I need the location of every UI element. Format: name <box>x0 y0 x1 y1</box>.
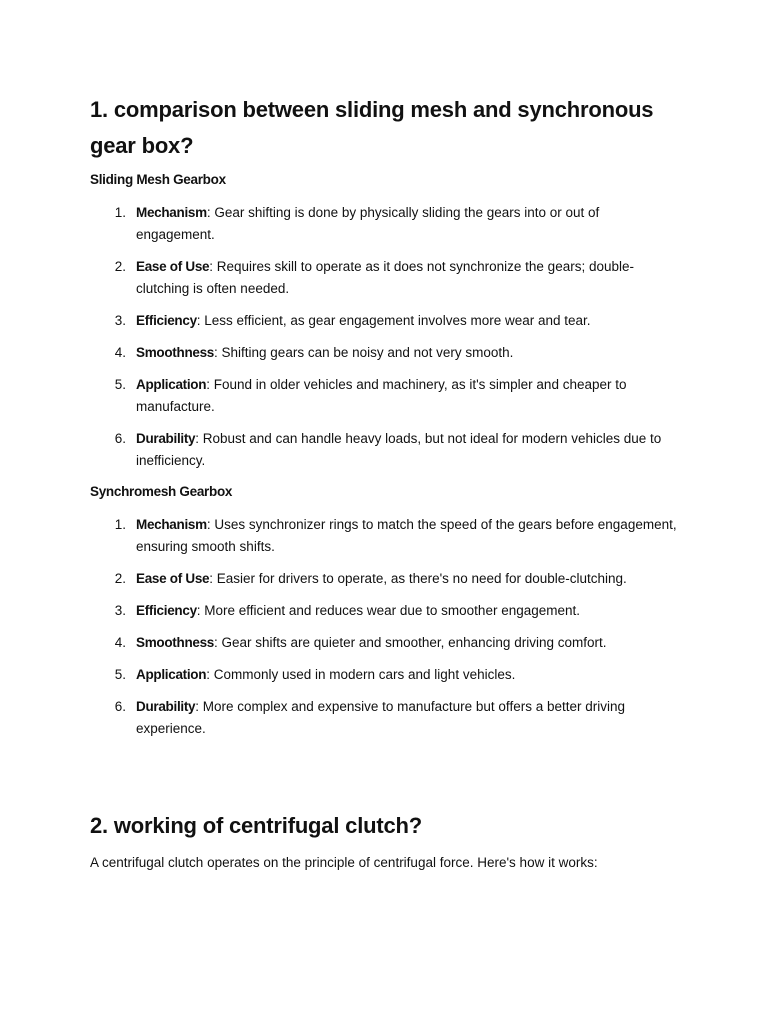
centrifugal-clutch-intro: A centrifugal clutch operates on the principle of centrifugal force. Here's how it works: <box>90 855 598 870</box>
list-item <box>114 514 678 558</box>
question-2-title: 2. working of centrifugal clutch? <box>90 813 422 838</box>
list-text: : Found in older vehicles and machinery, as it's simpler and cheaper to manufacture. <box>136 377 627 414</box>
list-term: Application <box>136 667 207 682</box>
list-item <box>114 696 678 740</box>
question-1-title: 1. comparison between sliding mesh and synchronous gear box? <box>90 97 654 158</box>
list-item <box>114 310 678 332</box>
synchromesh-heading: Synchromesh Gearbox <box>90 484 233 499</box>
list-number: 2. <box>114 259 126 274</box>
list-term: Mechanism <box>136 517 207 532</box>
list-number: 6. <box>114 699 126 714</box>
list-number: 4. <box>114 345 126 360</box>
list-item <box>114 374 678 418</box>
list-text: : Gear shifts are quieter and smoother, enhancing driving comfort. <box>214 635 607 650</box>
synchromesh-list <box>90 514 678 740</box>
list-item <box>114 256 678 300</box>
list-number: 3. <box>114 603 126 618</box>
list-text: : More complex and expensive to manufacture but offers a better driving experience. <box>136 699 625 736</box>
list-number: 5. <box>114 377 126 392</box>
list-text: : Uses synchronizer rings to match the speed of the gears before engagement, ensuring smooth shifts. <box>136 517 677 554</box>
list-text: : Less efficient, as gear engagement involves more wear and tear. <box>196 313 591 328</box>
list-number: 2. <box>114 571 126 586</box>
list-term: Smoothness <box>136 635 215 650</box>
list-text: : Requires skill to operate as it does not synchronize the gears; double-clutching is often needed. <box>136 259 634 296</box>
list-term: Efficiency <box>136 313 197 328</box>
list-number: 4. <box>114 635 126 650</box>
list-term: Mechanism <box>136 205 207 220</box>
list-number: 6. <box>114 431 126 446</box>
list-text: : Commonly used in modern cars and light vehicles. <box>206 667 516 682</box>
list-number: 1. <box>114 205 126 220</box>
list-item <box>114 568 678 590</box>
list-item <box>114 600 678 622</box>
list-term: Durability <box>136 431 196 446</box>
list-term: Application <box>136 377 207 392</box>
list-number: 5. <box>114 667 126 682</box>
list-item <box>114 202 678 246</box>
list-term: Efficiency <box>136 603 197 618</box>
list-term: Ease of Use <box>136 571 210 586</box>
list-term: Durability <box>136 699 196 714</box>
list-term: Smoothness <box>136 345 215 360</box>
sliding-mesh-heading: Sliding Mesh Gearbox <box>90 172 226 187</box>
list-text: : Gear shifting is done by physically sliding the gears into or out of engagement. <box>136 205 600 242</box>
list-item <box>114 342 678 364</box>
list-number: 1. <box>114 517 126 532</box>
list-text: : More efficient and reduces wear due to smoother engagement. <box>196 603 581 618</box>
list-item <box>114 632 678 654</box>
list-number: 3. <box>114 313 126 328</box>
list-item <box>114 428 678 472</box>
list-text: : Shifting gears can be noisy and not very smooth. <box>214 345 514 360</box>
list-text: : Easier for drivers to operate, as there's no need for double-clutching. <box>209 571 627 586</box>
list-item <box>114 664 678 686</box>
list-text: : Robust and can handle heavy loads, but not ideal for modern vehicles due to inefficiency. <box>136 431 662 468</box>
sliding-mesh-list <box>90 202 678 472</box>
list-term: Ease of Use <box>136 259 210 274</box>
